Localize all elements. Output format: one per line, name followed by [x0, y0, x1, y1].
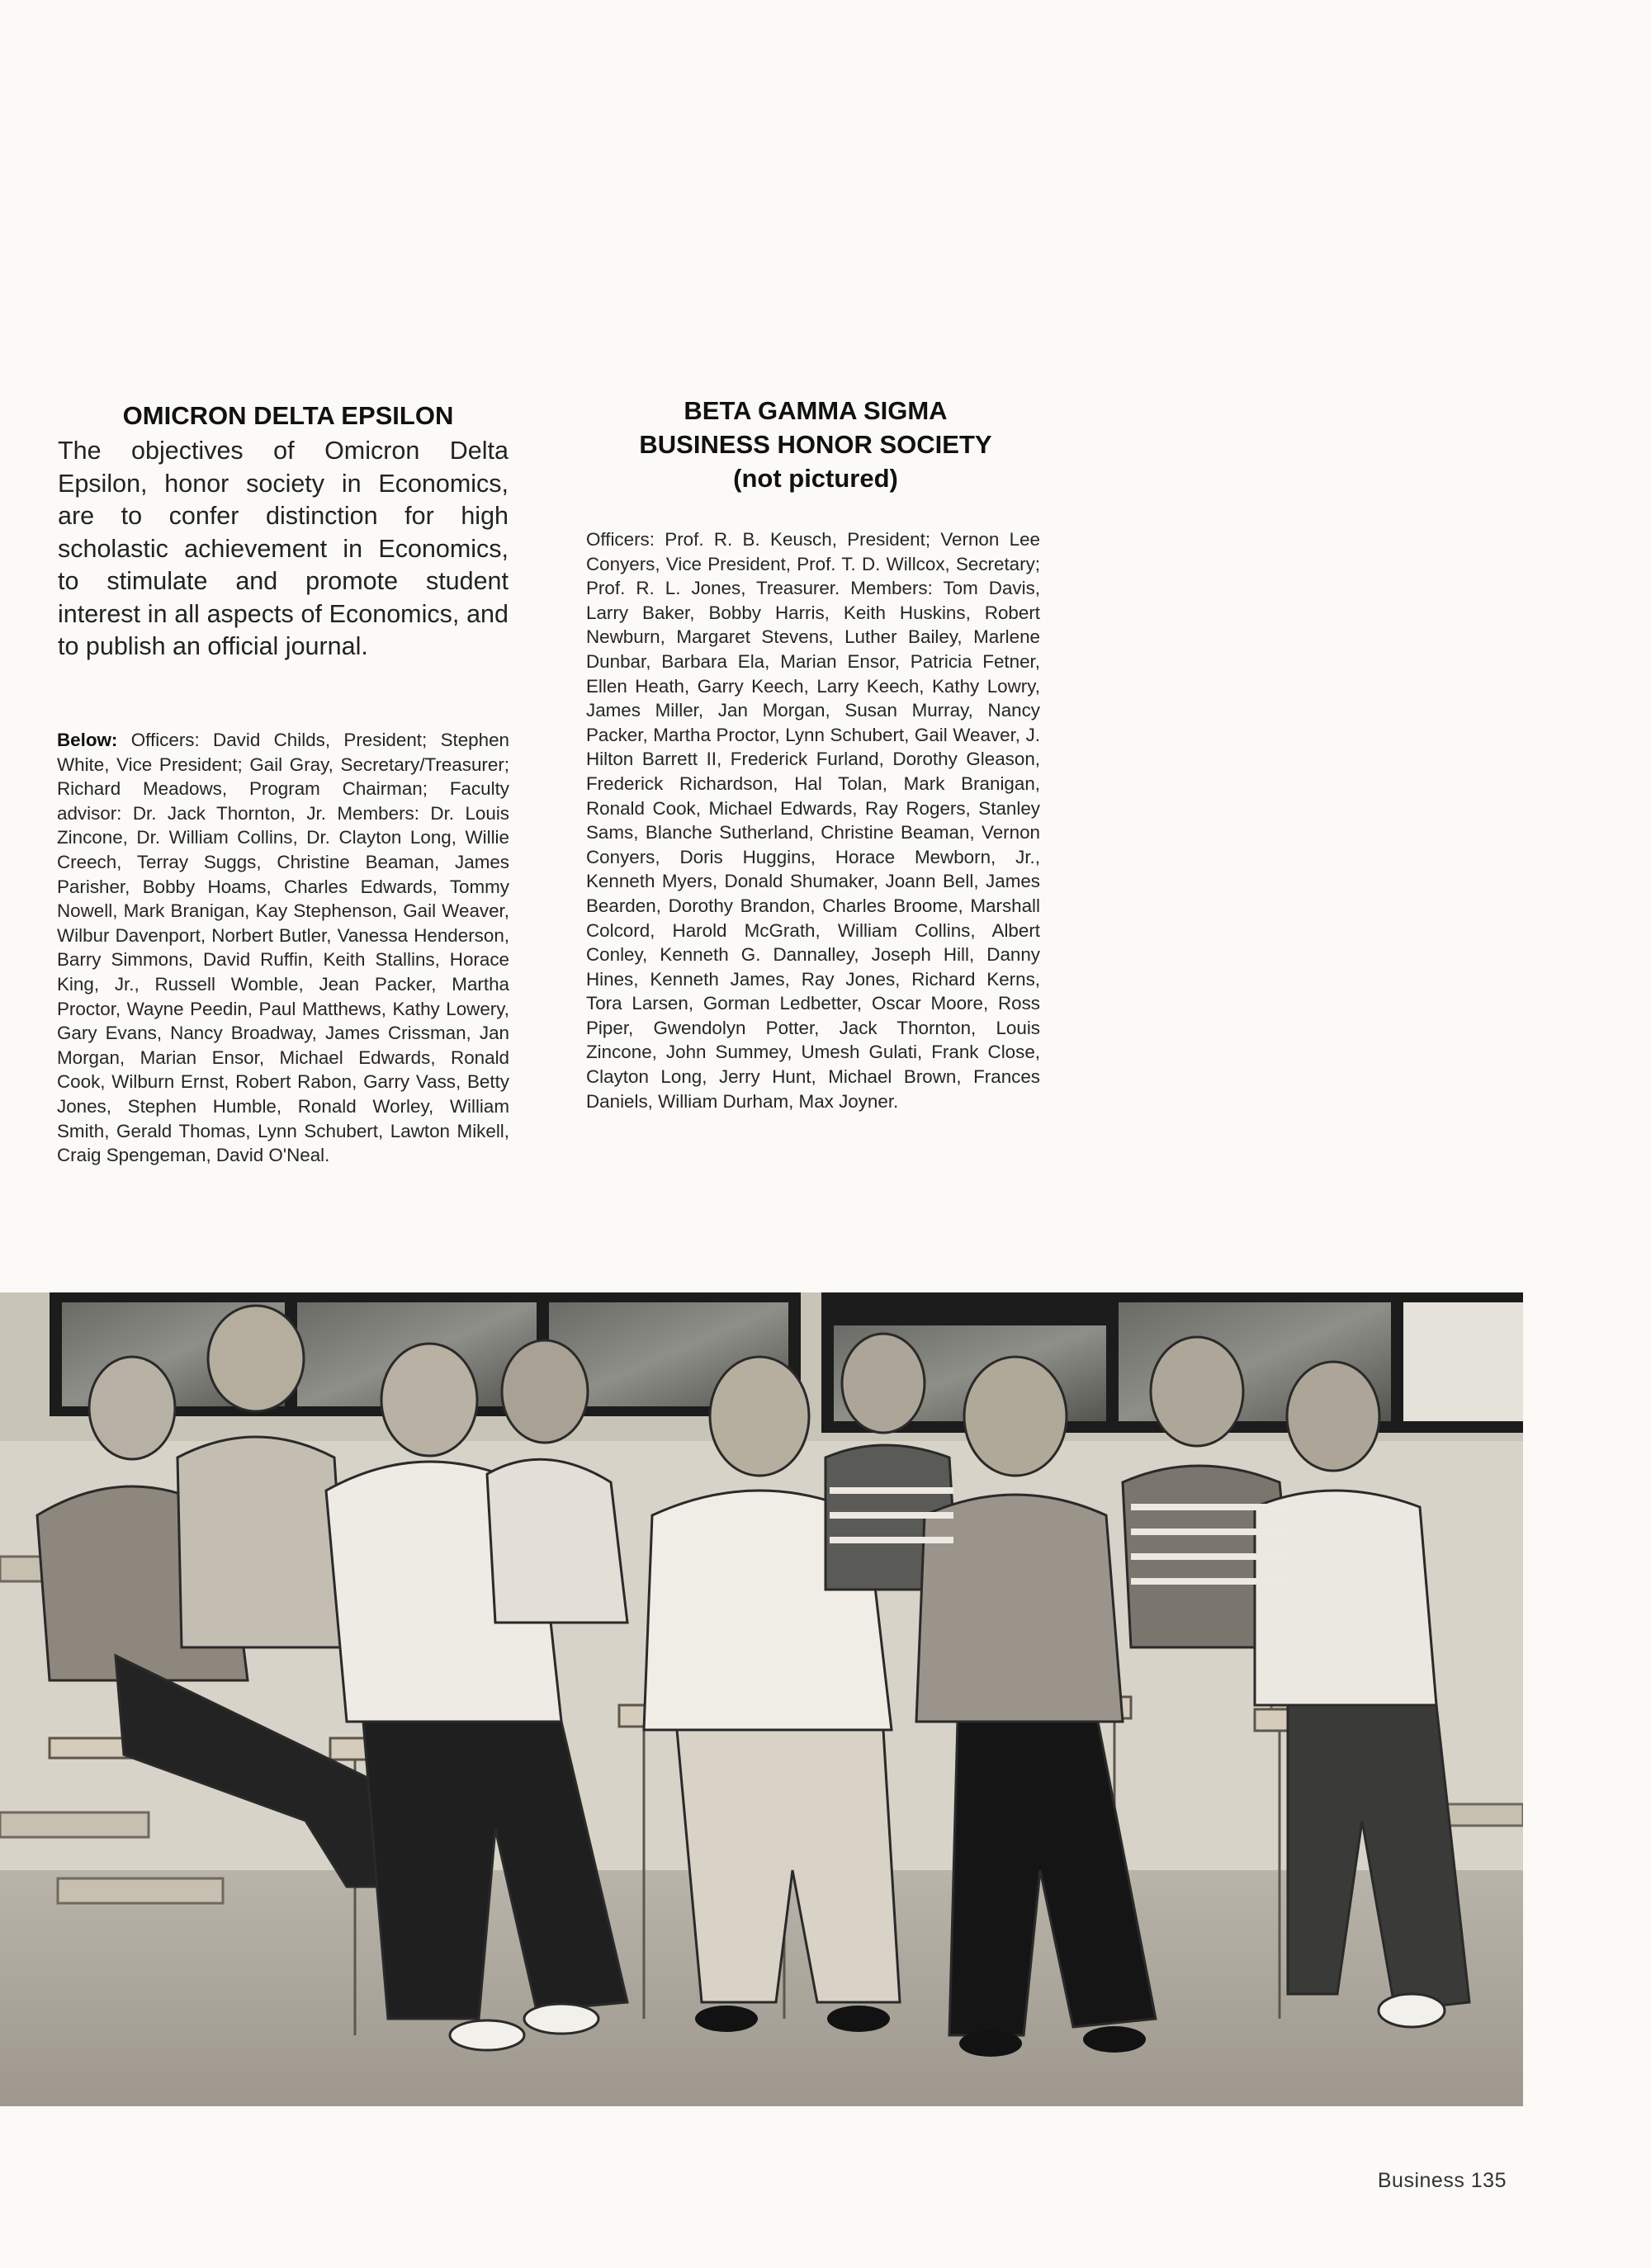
group-photo-illustration [0, 1292, 1523, 2106]
below-label: Below: [57, 730, 118, 750]
heading-line-2: BUSINESS HONOR SOCIETY [639, 430, 992, 459]
footer-section: Business [1377, 2169, 1465, 2192]
heading-line-1: BETA GAMMA SIGMA [684, 396, 948, 425]
beta-gamma-sigma-roster: Officers: Prof. R. B. Keusch, President; Vernon Lee Conyers, Vice President, Prof. T. D. Willcox, Secretary; Prof. R. L. Jones, Treasurer. Members: Tom Davis, Larry Baker, Bobby Harris, Keith Huskins, Robert Newburn, Margaret Stevens, Luther Bailey, Marlene Dunbar, Barbara Ela, Marian Ensor, Patricia Fetner, Ellen Heath, Garry Keech, Larry Keech, Kathy Lowry, James Miller, Jan Morgan, Susan Murray, Nancy Packer, Martha Proctor, Lynn Schubert, Gail Weaver, J. Hilton Barrett II, Frederick Furland, Dorothy Gleason, Frederick Richardson, Hal Tolan, Mark Branigan, Ronald Cook, Michael Edwards, Ray Rogers, Stanley Sams, Blanche Sutherland, Christine Beaman, Vernon Conyers, Doris Huggins, Horace Mewborn, Jr., Kenneth Myers, Donald Shumaker, Joann Bell, James Bearden, Dorothy Brandon, Charles Broome, Marshall Colcord, Harold McGrath, William Collins, Albert Conley, Kenneth G. Dannalley, Joseph Hill, Danny Hines, Kenneth James, Ray Jones, Richard Kerns, Tora Larsen, Gorman Ledbetter, Oscar Moore, Ross Piper, Gwendolyn Potter, Jack Thornton, Louis Zincone, John Summey, Umesh Gulati, Frank Close, Clayton Long, Jerry Hunt, Michael Brown, Frances Daniels, William Durham, Max Joyner. [586, 529, 1040, 1112]
page-footer [1378, 2169, 1507, 2193]
group-photo [0, 1292, 1523, 2106]
page-number: 135 [1470, 2169, 1507, 2192]
omicron-delta-epsilon-heading: OMICRON DELTA EPSILON [122, 401, 454, 430]
omicron-delta-epsilon-roster-text: Officers: David Childs, President; Stephen White, Vice President; Gail Gray, Secretary/Treasurer; Richard Meadows, Program Chairman; Faculty advisor: Dr. Jack Thornton, Jr. Members: Dr. Louis Zincone, Dr. William Collins, Dr. Clayton Long, Willie Creech, Terray Suggs, Christine Beaman, James Parisher, Bobby Hoams, Charles Edwards, Tommy Nowell, Mark Branigan, Kay Stephenson, Gail Weaver, Wilbur Davenport, Norbert Butler, Vanessa Henderson, Barry Simmons, David Ruffin, Keith Stallins, Horace King, Jr., Russell Womble, Jean Packer, Martha Proctor, Wayne Peedin, Paul Matthews, Kathy Lowery, Gary Evans, Nancy Broadway, James Crissman, Jan Morgan, Marian Ensor, Michael Edwards, Ronald Cook, Wilburn Ernst, Robert Rabon, Garry Vass, Betty Jones, Stephen Humble, Ronald Worley, William Smith, Gerald Thomas, Lynn Schubert, Lawton Mikell, Craig Spengeman, David O'Neal. [57, 730, 509, 1166]
beta-gamma-sigma-heading [584, 394, 1047, 495]
omicron-delta-epsilon-intro: The objectives of Omicron Delta Epsilon, honor society in Economics, are to confer distinction for high scholastic achievement in Economics, to stimulate and promote student interest in all aspects of Economics, and to publish an official journal. [58, 437, 509, 660]
omicron-delta-epsilon-roster [57, 728, 509, 1168]
heading-line-3: (not pictured) [733, 464, 898, 493]
